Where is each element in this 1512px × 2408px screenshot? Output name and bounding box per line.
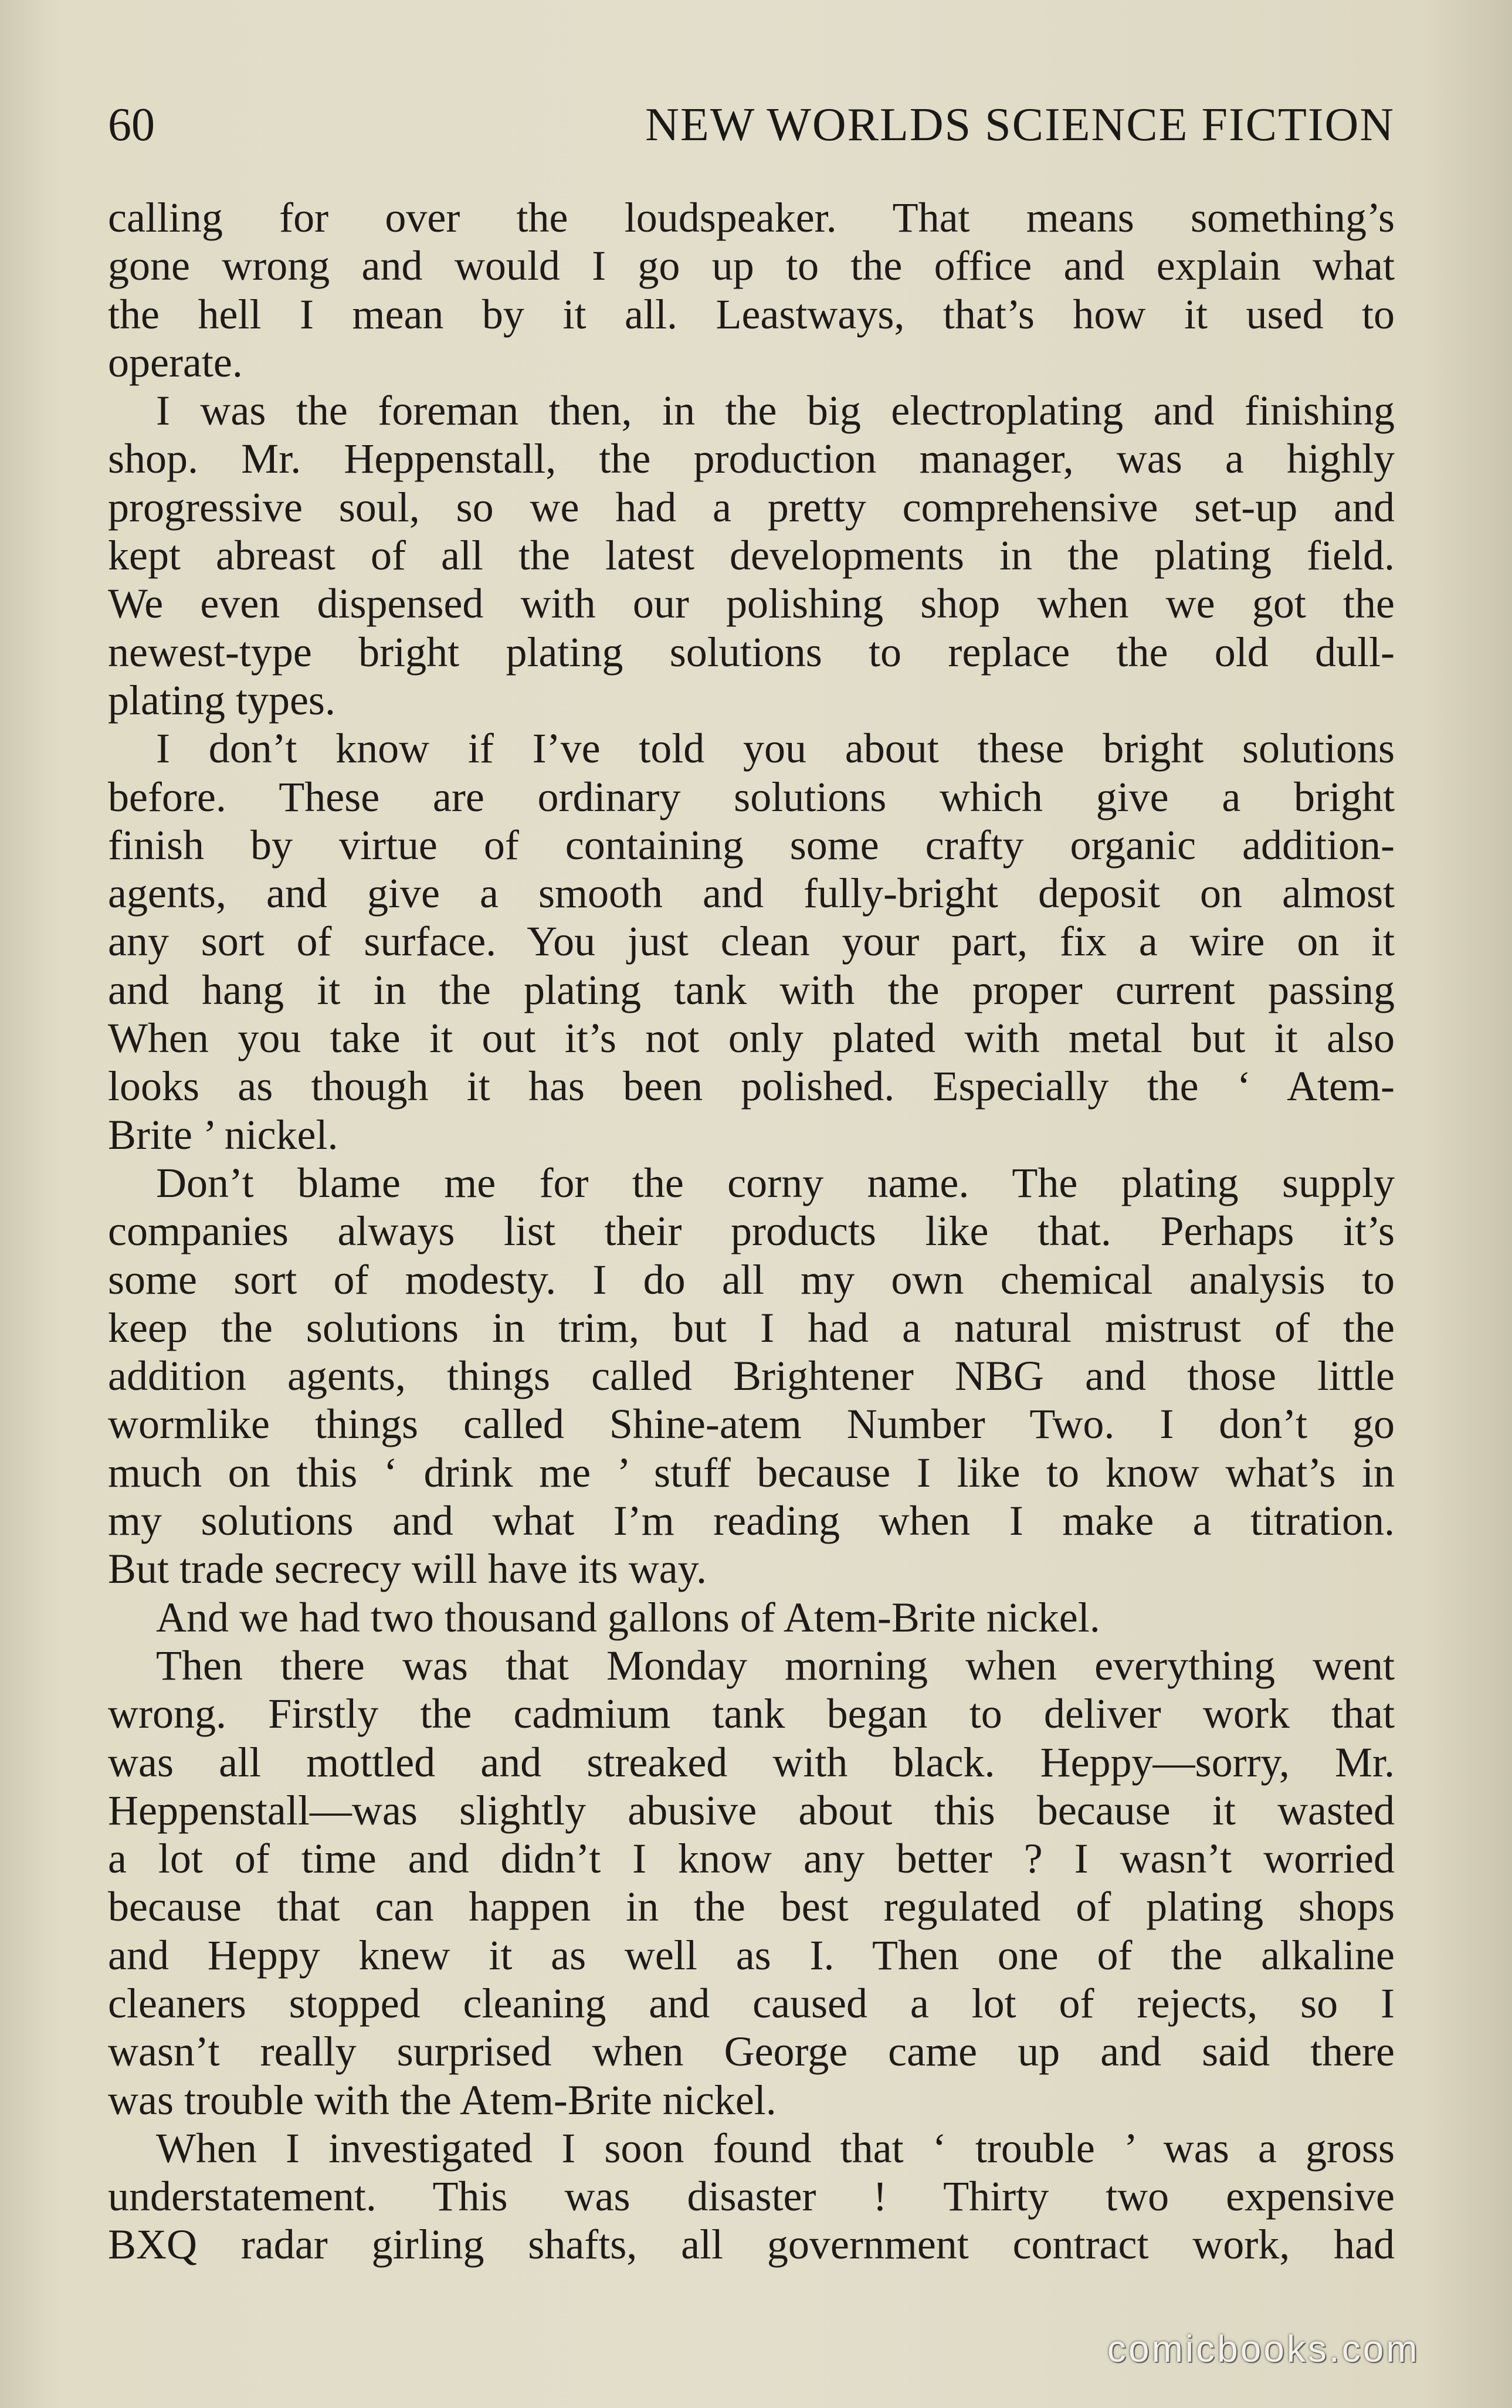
paragraph-first-line: I was the foreman then, in the big electroplating and finishing (156, 387, 1395, 435)
text-line: cleaners stopped cleaning and caused a lot of rejects, so I (108, 1979, 1395, 2027)
text-line: because that can happen in the best regulated of plating shops (108, 1883, 1395, 1931)
paragraph-first-line: And we had two thousand gallons of Atem-Brite nickel. (156, 1593, 1100, 1641)
text-line: understatement. This was disaster ! Thirty two expensive (108, 2173, 1395, 2220)
text-line: wasn’t really surprised when George came up and said there (108, 2028, 1395, 2075)
paragraph-first-line: Don’t blame me for the corny name. The plating supply (156, 1159, 1395, 1206)
text-line: When you take it out it’s not only plated with metal but it also (108, 1015, 1395, 1062)
text-line: my solutions and what I’m reading when I make a titration. (108, 1497, 1395, 1545)
text-line: some sort of modesty. I do all my own chemical analysis to (108, 1256, 1395, 1303)
paragraph-first-line: I don’t know if I’ve told you about these bright solutions (156, 725, 1395, 772)
paragraph-first-line: Then there was that Monday morning when everything went (156, 1641, 1395, 1689)
text-line: companies always list their products like that. Perhaps it’s (108, 1208, 1395, 1255)
text-line: agents, and give a smooth and fully-bright deposit on almost (108, 870, 1395, 917)
text-line: But trade secrecy will have its way. (108, 1545, 707, 1593)
running-title: NEW WORLDS SCIENCE FICTION (645, 99, 1395, 151)
text-line: Heppenstall—was slightly abusive about this because it wasted (108, 1786, 1395, 1834)
text-line: shop. Mr. Heppenstall, the production manager, was a highly (108, 435, 1395, 483)
page-number: 60 (108, 99, 155, 151)
text-line: keep the solutions in trim, but I had a natural mistrust of the (108, 1304, 1395, 1351)
text-line: looks as though it has been polished. Especially the ‘ Atem- (108, 1063, 1395, 1110)
text-line: before. These are ordinary solutions which give a bright (108, 773, 1395, 820)
text-line: the hell I mean by it all. Leastways, that’s how it used to (108, 290, 1395, 338)
text-line: operate. (108, 338, 243, 386)
text-line: and hang it in the plating tank with the proper current passing (108, 966, 1395, 1013)
text-line: progressive soul, so we had a pretty comprehensive set-up and (108, 483, 1395, 531)
text-line: a lot of time and didn’t I know any better ? I wasn’t worried (108, 1835, 1395, 1883)
text-line: and Heppy knew it as well as I. Then one of the alkaline (108, 1931, 1395, 1979)
page-header (108, 93, 1395, 157)
text-line: any sort of surface. You just clean your part, fix a wire on it (108, 918, 1395, 965)
text-line: addition agents, things called Brightener NBG and those little (108, 1352, 1395, 1400)
text-line: BXQ radar girling shafts, all government contract work, had (108, 2221, 1395, 2268)
paragraph-first-line: When I investigated I soon found that ‘ trouble ’ was a gross (156, 2124, 1395, 2172)
text-line: wormlike things called Shine-atem Number Two. I don’t go (108, 1400, 1395, 1448)
text-line: wrong. Firstly the cadmium tank began to deliver work that (108, 1690, 1395, 1738)
text-line: gone wrong and would I go up to the office and explain what (108, 242, 1395, 290)
text-line: plating types. (108, 676, 335, 724)
text-line: was trouble with the Atem-Brite nickel. (108, 2076, 777, 2124)
text-line: much on this ‘ drink me ’ stuff because I like to know what’s in (108, 1449, 1395, 1496)
watermark: comicbooks.com (1107, 2328, 1420, 2370)
story-text (108, 194, 1395, 2269)
text-line: newest-type bright plating solutions to replace the old dull- (108, 628, 1395, 676)
text-line: kept abreast of all the latest developments in the plating field. (108, 532, 1395, 579)
text-line: finish by virtue of containing some crafty organic addition- (108, 821, 1395, 869)
text-line: Brite ’ nickel. (108, 1111, 338, 1158)
text-line: We even dispensed with our polishing shop when we got the (108, 580, 1395, 628)
text-line: was all mottled and streaked with black. Heppy—sorry, Mr. (108, 1738, 1395, 1786)
text-line: calling for over the loudspeaker. That means something’s (108, 194, 1395, 241)
